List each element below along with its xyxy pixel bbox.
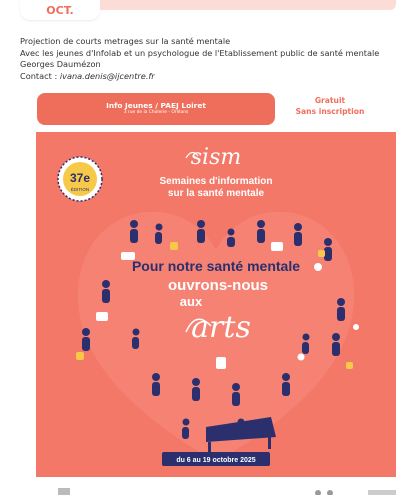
poster-dates: du 6 au 19 octobre 2025 — [176, 457, 256, 464]
event-date-box — [20, 0, 100, 20]
poster-title-4: arts — [191, 310, 251, 345]
description-line: Projection de courts metrages sur la santé mentale — [20, 36, 231, 46]
poster-subtitle-2: sur la santé mentale — [167, 188, 265, 199]
partner-logo-icon — [368, 490, 396, 495]
edition-badge — [58, 157, 102, 201]
edition-number: 37e — [69, 171, 91, 185]
price-registration: Sans inscription — [295, 106, 365, 116]
sism-logo: sism — [190, 145, 242, 170]
venue-address: 3 rue de la Cholerie - Orléans — [123, 110, 189, 115]
event-description — [20, 36, 390, 82]
poster-artwork — [36, 132, 396, 477]
footer-logos — [0, 486, 416, 495]
poster-subtitle-1: Semaines d'information — [159, 176, 273, 187]
contact-label: Contact : — [20, 70, 60, 81]
venue-name: Info Jeunes / PAEJ Loiret — [106, 101, 206, 110]
top-strip — [0, 0, 416, 22]
poster-title-2: ouvrons-nous — [168, 277, 268, 294]
price-free: Gratuit — [314, 96, 346, 105]
event-poster — [36, 132, 396, 477]
footer-strip — [0, 480, 416, 489]
qr-code-icon — [58, 488, 70, 495]
contact-email: ivana.denis@ijcentre.fr — [59, 70, 155, 81]
event-title-bar — [100, 0, 396, 10]
venue-box — [37, 93, 275, 125]
event-month: OCT. — [46, 3, 74, 17]
description-line: Avec les jeunes d'Infolab et un psychologue de l'Etablissement public de santé mentale Georges Daumézon — [20, 47, 380, 69]
poster-title-3: aux — [179, 294, 203, 309]
partner-logo-icon — [327, 490, 333, 495]
partner-logo-icon — [315, 490, 321, 495]
edition-label: ÉDITION — [70, 187, 90, 192]
poster-title-1: Pour notre santé mentale — [131, 258, 301, 274]
price-info — [290, 96, 370, 117]
contact-line — [20, 71, 390, 83]
